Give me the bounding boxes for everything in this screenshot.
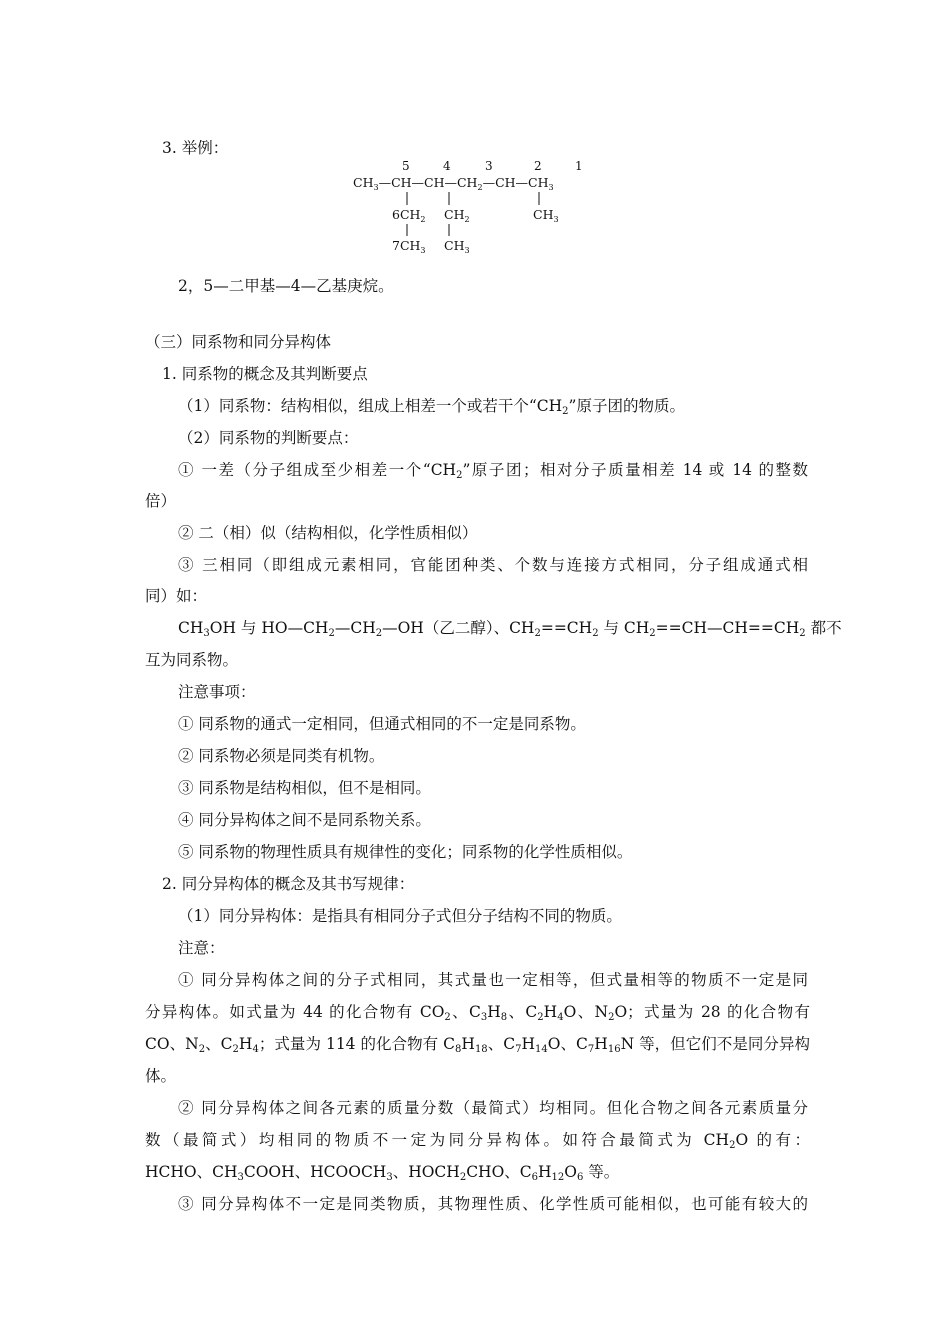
- point-2: ② 二（相）似（结构相似，化学性质相似）: [178, 524, 478, 542]
- example-line-2: 互为同系物。: [145, 651, 239, 669]
- note-item: ① 同系物的通式一定相同，但通式相同的不一定是同系物。: [178, 715, 586, 733]
- example-line-1: $CH_3OH$ 与 $HO—CH_2—CH_2—OH$（乙二醇）、$CH_2==CH_2$ 与 $CH_2==CH—CH==CH_2$ 都不: [178, 619, 842, 639]
- note-item: ③ 同系物是结构相似，但不是相同。: [178, 779, 431, 797]
- isomer-point-1-line-4: 体。: [145, 1067, 177, 1085]
- section-title: （三）同系物和同分异构体: [145, 333, 332, 351]
- note-item: ④ 同分异构体之间不是同系物关系。: [178, 811, 431, 829]
- branch-methyl: $CH_3$: [533, 207, 559, 224]
- isomer-point-3-line-1: ③ 同分异构体不一定是同类物质，其物理性质、化学性质可能相似，也可能有较大的: [178, 1195, 808, 1213]
- note-item: ⑤ 同系物的物理性质具有规律性的变化；同系物的化学性质相似。: [178, 843, 633, 861]
- isomer-point-1-line-3: CO、$N_2$、$C_2H_4$；式量为 114 的化合物有 $C_8H_{18}$、$C_7H_{14}O$、$C_7H_{16}N$ 等，但它们不是同分异构: [145, 1035, 810, 1055]
- carbon-number-1: 1: [575, 159, 583, 173]
- subsection-1-title: 1. 同系物的概念及其判断要点: [162, 365, 368, 383]
- homolog-points-title: （2）同系物的判断要点：: [178, 429, 359, 447]
- isomer-definition: （1）同分异构体：是指具有相同分子式但分子结构不同的物质。: [178, 907, 622, 925]
- isomer-point-1-line-1: ① 同分异构体之间的分子式相同，其式量也一定相等，但式量相等的物质不一定是同: [178, 971, 808, 989]
- carbon-number-3: 3: [485, 159, 493, 173]
- isomer-point-2-line-3: HCHO、$CH_3COOH$、$HCOOCH_3$、$HOCH_2CHO$、$C_6H_{12}O_6$ 等。: [145, 1163, 620, 1183]
- carbon-number-4: 4: [443, 159, 451, 173]
- point-3-line-2: 同）如：: [145, 587, 208, 605]
- branch-ethyl-ch3: $CH_3$: [444, 238, 470, 255]
- isomer-point-2-line-2: 数（最简式）均相同的物质不一定为同分异构体。如符合最简式为 $CH_2O$ 的有：: [145, 1131, 810, 1151]
- isomer-point-1-line-2: 分异构体。如式量为 44 的化合物有 $CO_2$、$C_3H_8$、$C_2H_4O$、$N_2O$；式量为 28 的化合物有: [145, 1003, 810, 1023]
- point-1-line-2: 倍）: [145, 492, 177, 510]
- branch-c7: $7CH_3$: [392, 238, 426, 255]
- point-3-line-1: ③ 三相同（即组成元素相同，官能团种类、个数与连接方式相同，分子组成通式相: [178, 556, 808, 574]
- example-name: 2，5—二甲基—4—乙基庚烷。: [178, 277, 394, 295]
- subsection-2-title: 2. 同分异构体的概念及其书写规律：: [162, 875, 415, 893]
- note-item: ② 同系物必须是同类有机物。: [178, 747, 385, 765]
- carbon-number-5: 5: [402, 159, 410, 173]
- example-label: 3. 举例：: [162, 139, 229, 157]
- isomer-point-2-line-1: ② 同分异构体之间各元素的质量分数（最简式）均相同。但化合物之间各元素质量分: [178, 1099, 808, 1117]
- structural-formula: [350, 150, 610, 260]
- homolog-definition: （1）同系物：结构相似，组成上相差一个或若干个“$CH_2$”原子团的物质。: [178, 397, 685, 417]
- branch-ethyl-ch2: $CH_2$: [444, 207, 470, 224]
- main-chain: $CH_3—CH—CH—CH_2—CH—CH_3$: [353, 175, 554, 192]
- point-1-line-1: ① 一差（分子组成至少相差一个“$CH_2$”原子团；相对分子质量相差 14 或 14 的整数: [178, 461, 808, 481]
- carbon-number-2: 2: [534, 159, 542, 173]
- branch-c6: $6CH_2$: [392, 207, 426, 224]
- notes-title: 注意事项：: [178, 683, 256, 701]
- isomer-note-title: 注意：: [178, 939, 225, 957]
